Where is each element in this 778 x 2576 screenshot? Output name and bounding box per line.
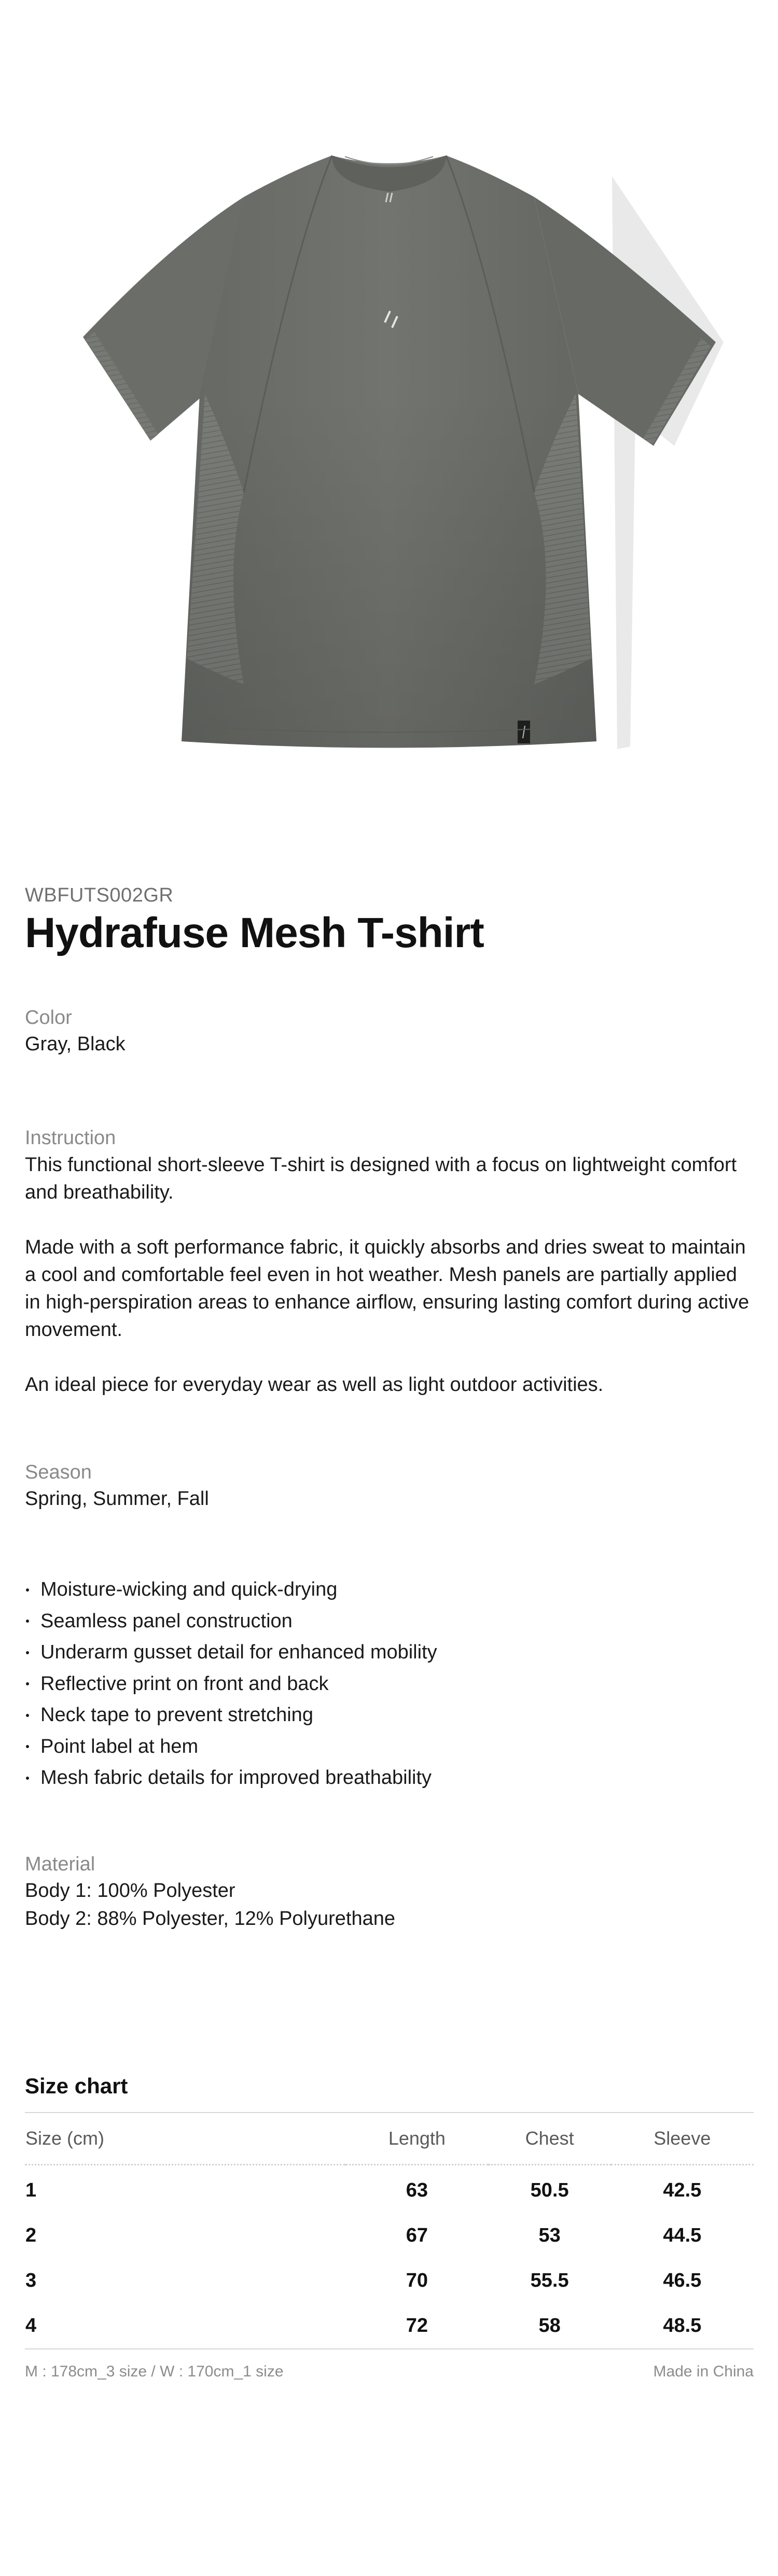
bullet-icon xyxy=(26,1682,29,1685)
table-row xyxy=(25,2303,754,2349)
size-chart xyxy=(25,2074,754,2381)
product-sku: WBFUTS002GR xyxy=(25,884,174,906)
chest-cell: 53 xyxy=(538,2225,561,2246)
table-row xyxy=(25,2165,754,2214)
instruction-paragraph: Made with a soft performance fabric, it quickly absorbs and dries sweat to maintain a cool and comfortable feel even in hot weather. Mesh panels are partially applied in high-perspiration areas to enhance airflow, ensuring lasting comfort during active movement. xyxy=(25,1236,749,1341)
feature-text: Seamless panel construction xyxy=(40,1610,293,1632)
size-chart-footer xyxy=(25,2363,754,2381)
sleeve-cell: 46.5 xyxy=(663,2270,702,2291)
table-row xyxy=(25,2258,754,2303)
bullet-icon xyxy=(26,1651,29,1654)
column-header: Sleeve xyxy=(611,2113,754,2165)
size-cell: 1 xyxy=(25,2179,37,2201)
instruction-label: Instruction xyxy=(25,1127,116,1149)
feature-item xyxy=(25,1574,754,1606)
product-details xyxy=(25,884,754,1933)
feature-list xyxy=(25,1574,754,1794)
feature-item xyxy=(25,1668,754,1700)
table-header-row xyxy=(25,2113,754,2165)
color-section xyxy=(25,1005,754,1059)
color-label: Color xyxy=(25,1006,72,1029)
feature-text: Reflective print on front and back xyxy=(40,1672,329,1695)
country-of-origin: Made in China xyxy=(653,2363,754,2380)
sleeve-cell: 42.5 xyxy=(663,2179,702,2201)
length-cell: 67 xyxy=(406,2225,428,2246)
instruction-section xyxy=(25,1125,754,1398)
feature-text: Mesh fabric details for improved breathability xyxy=(40,1767,432,1789)
feature-text: Neck tape to prevent stretching xyxy=(40,1704,313,1726)
material-line: Body 1: 100% Polyester xyxy=(25,1880,235,1902)
size-cell: 3 xyxy=(25,2270,37,2291)
length-cell: 70 xyxy=(406,2270,428,2291)
sleeve-cell: 48.5 xyxy=(663,2315,702,2336)
product-image xyxy=(0,0,778,809)
bullet-icon xyxy=(26,1620,29,1623)
tshirt-illustration xyxy=(0,0,778,809)
feature-item xyxy=(25,1699,754,1731)
product-title: Hydrafuse Mesh T-shirt xyxy=(25,909,484,956)
model-size-note: M : 178cm_3 size / W : 170cm_1 size xyxy=(25,2363,284,2380)
bullet-icon xyxy=(26,1588,29,1592)
size-cell: 2 xyxy=(25,2225,37,2246)
size-table xyxy=(25,2112,754,2349)
material-section xyxy=(25,1852,754,1933)
feature-item xyxy=(25,1606,754,1637)
feature-item xyxy=(25,1731,754,1763)
table-row xyxy=(25,2213,754,2258)
material-label: Material xyxy=(25,1853,95,1875)
length-cell: 72 xyxy=(406,2315,428,2336)
feature-text: Moisture-wicking and quick-drying xyxy=(40,1579,338,1601)
column-header: Size (cm) xyxy=(25,2113,345,2165)
feature-text: Underarm gusset detail for enhanced mobility xyxy=(40,1641,437,1664)
column-header: Length xyxy=(345,2113,488,2165)
chest-cell: 50.5 xyxy=(530,2179,569,2201)
column-header: Chest xyxy=(489,2113,611,2165)
material-line: Body 2: 88% Polyester, 12% Polyurethane xyxy=(25,1907,396,1930)
color-value: Gray, Black xyxy=(25,1033,126,1055)
sleeve-cell: 44.5 xyxy=(663,2225,702,2246)
season-label: Season xyxy=(25,1461,92,1483)
instruction-paragraph: An ideal piece for everyday wear as well as light outdoor activities. xyxy=(25,1373,604,1396)
season-value: Spring, Summer, Fall xyxy=(25,1488,209,1510)
length-cell: 63 xyxy=(406,2179,428,2201)
chest-cell: 58 xyxy=(538,2315,561,2336)
bullet-icon xyxy=(26,1714,29,1717)
feature-item xyxy=(25,1762,754,1794)
season-section xyxy=(25,1460,754,1513)
bullet-icon xyxy=(26,1745,29,1748)
size-cell: 4 xyxy=(25,2315,37,2336)
size-chart-title: Size chart xyxy=(25,2074,128,2098)
bullet-icon xyxy=(26,1777,29,1780)
instruction-paragraph: This functional short-sleeve T-shirt is designed with a focus on lightweight comfort and breathability. xyxy=(25,1153,737,1203)
feature-text: Point label at hem xyxy=(40,1735,199,1757)
chest-cell: 55.5 xyxy=(530,2270,569,2291)
feature-item xyxy=(25,1637,754,1668)
